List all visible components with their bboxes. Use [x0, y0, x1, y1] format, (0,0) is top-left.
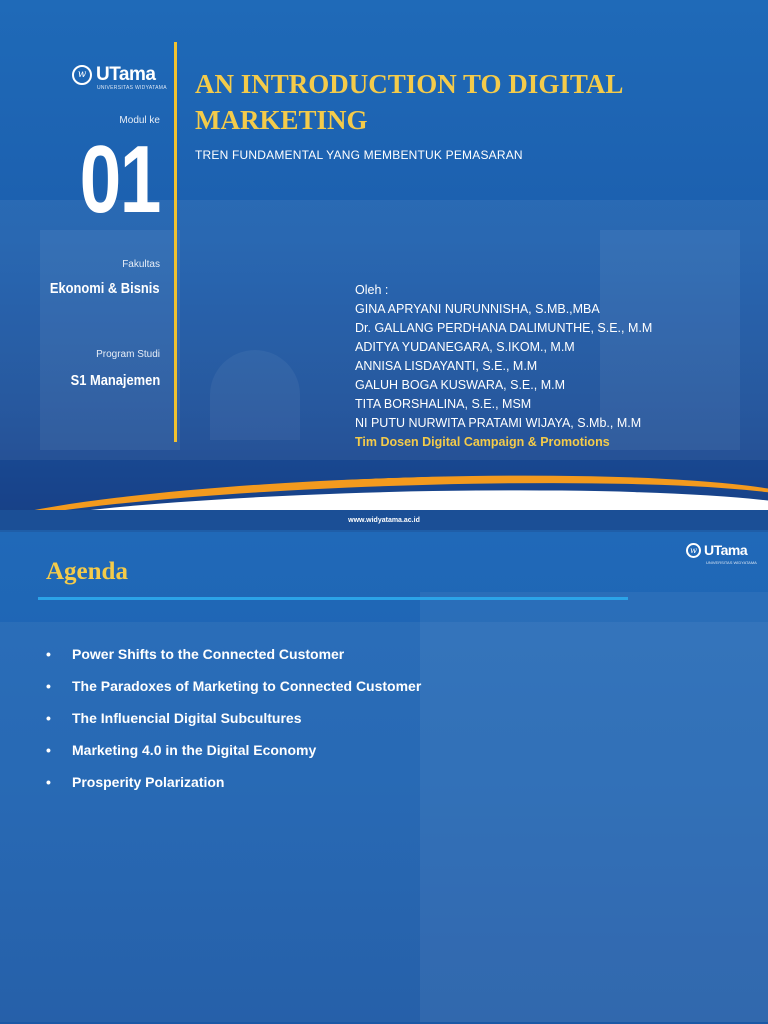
fakultas-label: Fakultas — [122, 259, 160, 270]
background-arch — [210, 350, 300, 440]
program-studi-label: Program Studi — [96, 349, 160, 360]
bullet-icon: • — [46, 710, 51, 726]
modul-label: Modul ke — [119, 115, 160, 126]
logo-tagline: UNIVERSITAS WIDYATAMA — [97, 85, 167, 91]
agenda-item — [46, 646, 421, 678]
agenda-title: Agenda — [46, 558, 128, 585]
author-name: NI PUTU NURWITA PRATAMI WIJAYA, S.Mb., M.M — [355, 416, 642, 430]
logo-text: UTama — [704, 542, 748, 558]
website-url: www.widyatama.ac.id — [348, 517, 420, 524]
bullet-icon: • — [46, 678, 51, 694]
authors-label: Oleh : — [355, 283, 389, 297]
author-name: Dr. GALLANG PERDHANA DALIMUNTHE, S.E., M.M — [355, 321, 653, 335]
gold-divider — [174, 42, 177, 442]
agenda-item — [46, 774, 421, 806]
utama-logo-small — [686, 542, 747, 558]
background-tower — [420, 592, 768, 1022]
logo-text: UTama — [96, 64, 156, 85]
agenda-item-text: The Paradoxes of Marketing to Connected Customer — [72, 678, 422, 694]
author-name: ANNISA LISDAYANTI, S.E., M.M — [355, 359, 538, 373]
agenda-underline — [38, 597, 628, 600]
utama-logo — [72, 64, 155, 86]
logo-mark-icon: w — [72, 65, 92, 85]
title-line-2: MARKETING — [195, 105, 368, 135]
team-name: Tim Dosen Digital Campaign & Promotions — [355, 435, 610, 449]
fakultas-value: Ekonomi & Bisnis — [50, 280, 160, 297]
agenda-list — [46, 646, 421, 806]
authors-block — [355, 281, 652, 452]
logo-tagline: UNIVERSITAS WIDYATAMA — [706, 560, 757, 565]
agenda-item-text: The Influencial Digital Subcultures — [72, 710, 302, 726]
agenda-item — [46, 742, 421, 774]
agenda-item — [46, 678, 421, 710]
author-name: GALUH BOGA KUSWARA, S.E., M.M — [355, 378, 565, 392]
agenda-item-text: Prosperity Polarization — [72, 774, 225, 790]
bullet-icon: • — [46, 774, 51, 790]
modul-number: 01 — [79, 126, 160, 233]
slide-title — [195, 66, 735, 138]
agenda-item-text: Power Shifts to the Connected Customer — [72, 646, 345, 662]
logo-mark-icon: w — [686, 543, 701, 558]
author-name: GINA APRYANI NURUNNISHA, S.MB.,MBA — [355, 302, 600, 316]
author-name: TITA BORSHALINA, S.E., MSM — [355, 397, 532, 411]
agenda-slide — [0, 532, 768, 1024]
slide-subtitle: TREN FUNDAMENTAL YANG MEMBENTUK PEMASARAN — [195, 148, 523, 162]
agenda-item-text: Marketing 4.0 in the Digital Economy — [72, 742, 317, 758]
agenda-item — [46, 710, 421, 742]
bullet-icon: • — [46, 646, 51, 662]
bullet-icon: • — [46, 742, 51, 758]
author-name: ADITYA YUDANEGARA, S.IKOM., M.M — [355, 340, 575, 354]
program-studi-value: S1 Manajemen — [70, 372, 160, 389]
title-line-1: AN INTRODUCTION TO DIGITAL — [195, 69, 624, 99]
